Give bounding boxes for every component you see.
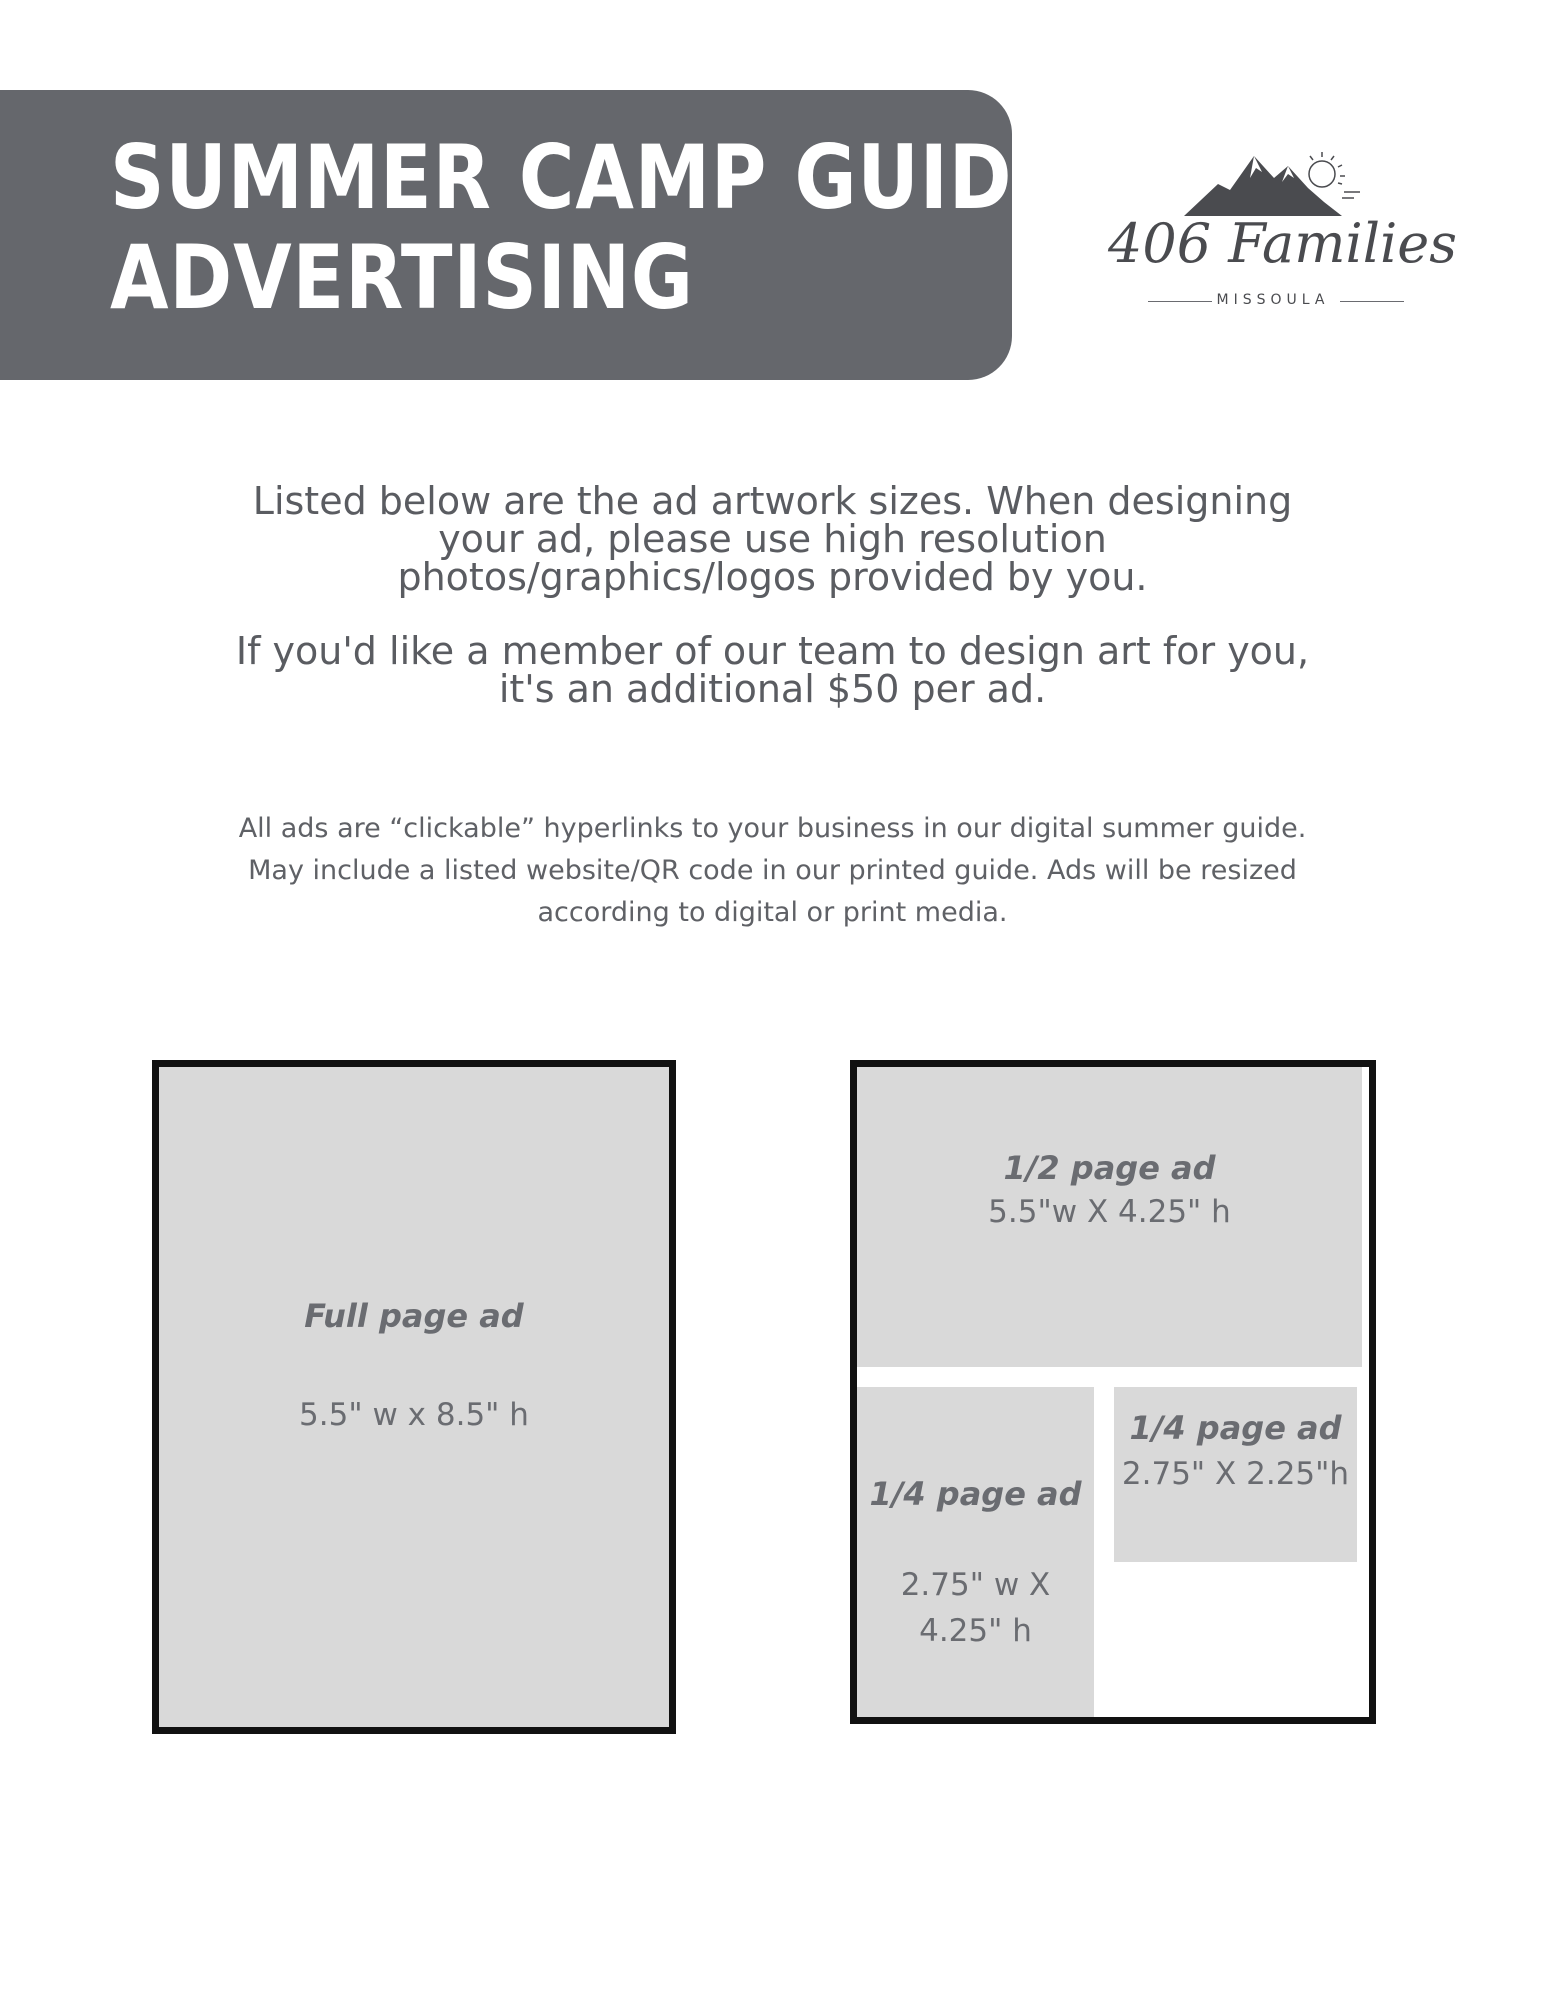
logo-divider-right xyxy=(1340,301,1404,302)
intro-line: photos/graphics/logos provided by you. xyxy=(397,555,1148,599)
brand-logo xyxy=(1108,148,1457,318)
intro-line: If you'd like a member of our team to design art for you, xyxy=(235,629,1310,673)
hyperlink-notes xyxy=(150,808,1395,934)
intro-paragraph-design xyxy=(150,629,1395,711)
half-page-ad-title: 1/2 page ad xyxy=(1003,1149,1216,1187)
half-page-ad-size: 5.5"w X 4.25" h xyxy=(988,1194,1231,1230)
full-page-ad-size: 5.5" w x 8.5" h xyxy=(299,1397,529,1433)
quarter-tall-ad-size-line1: 2.75" w X xyxy=(900,1567,1051,1603)
half-page-ad xyxy=(857,1067,1362,1367)
quarter-tall-ad-title: 1/4 page ad xyxy=(869,1475,1082,1513)
intro-paragraph-sizes xyxy=(150,479,1395,599)
quarter-small-ad-size: 2.75" X 2.25"h xyxy=(1121,1456,1350,1492)
intro-line: your ad, please use high resolution xyxy=(438,517,1107,561)
title-line-2: ADVERTISING xyxy=(110,226,694,329)
note-line: All ads are “clickable” hyperlinks to your business in our digital summer guide. xyxy=(238,813,1307,844)
partial-page-ads-box xyxy=(850,1060,1376,1724)
logo-subtitle: MISSOULA xyxy=(1216,292,1330,308)
page-title xyxy=(110,128,1065,328)
full-page-ad-title: Full page ad xyxy=(304,1297,524,1335)
quarter-small-ad-title: 1/4 page ad xyxy=(1129,1409,1342,1447)
intro-line: it's an additional $50 per ad. xyxy=(498,667,1047,711)
logo-name: 406 Families xyxy=(1108,212,1457,275)
quarter-page-ad-small xyxy=(1114,1387,1357,1562)
full-page-ad-box xyxy=(152,1060,676,1734)
mountain-sun-icon xyxy=(1184,148,1364,218)
quarter-tall-ad-size-line2: 4.25" h xyxy=(919,1613,1032,1649)
note-line: May include a listed website/QR code in our printed guide. Ads will be resized xyxy=(248,855,1297,886)
quarter-page-ad-tall xyxy=(857,1387,1094,1717)
title-line-1: SUMMER CAMP GUIDE xyxy=(110,126,1066,229)
note-line: according to digital or print media. xyxy=(537,897,1008,928)
intro-line: Listed below are the ad artwork sizes. When designing xyxy=(252,479,1293,523)
